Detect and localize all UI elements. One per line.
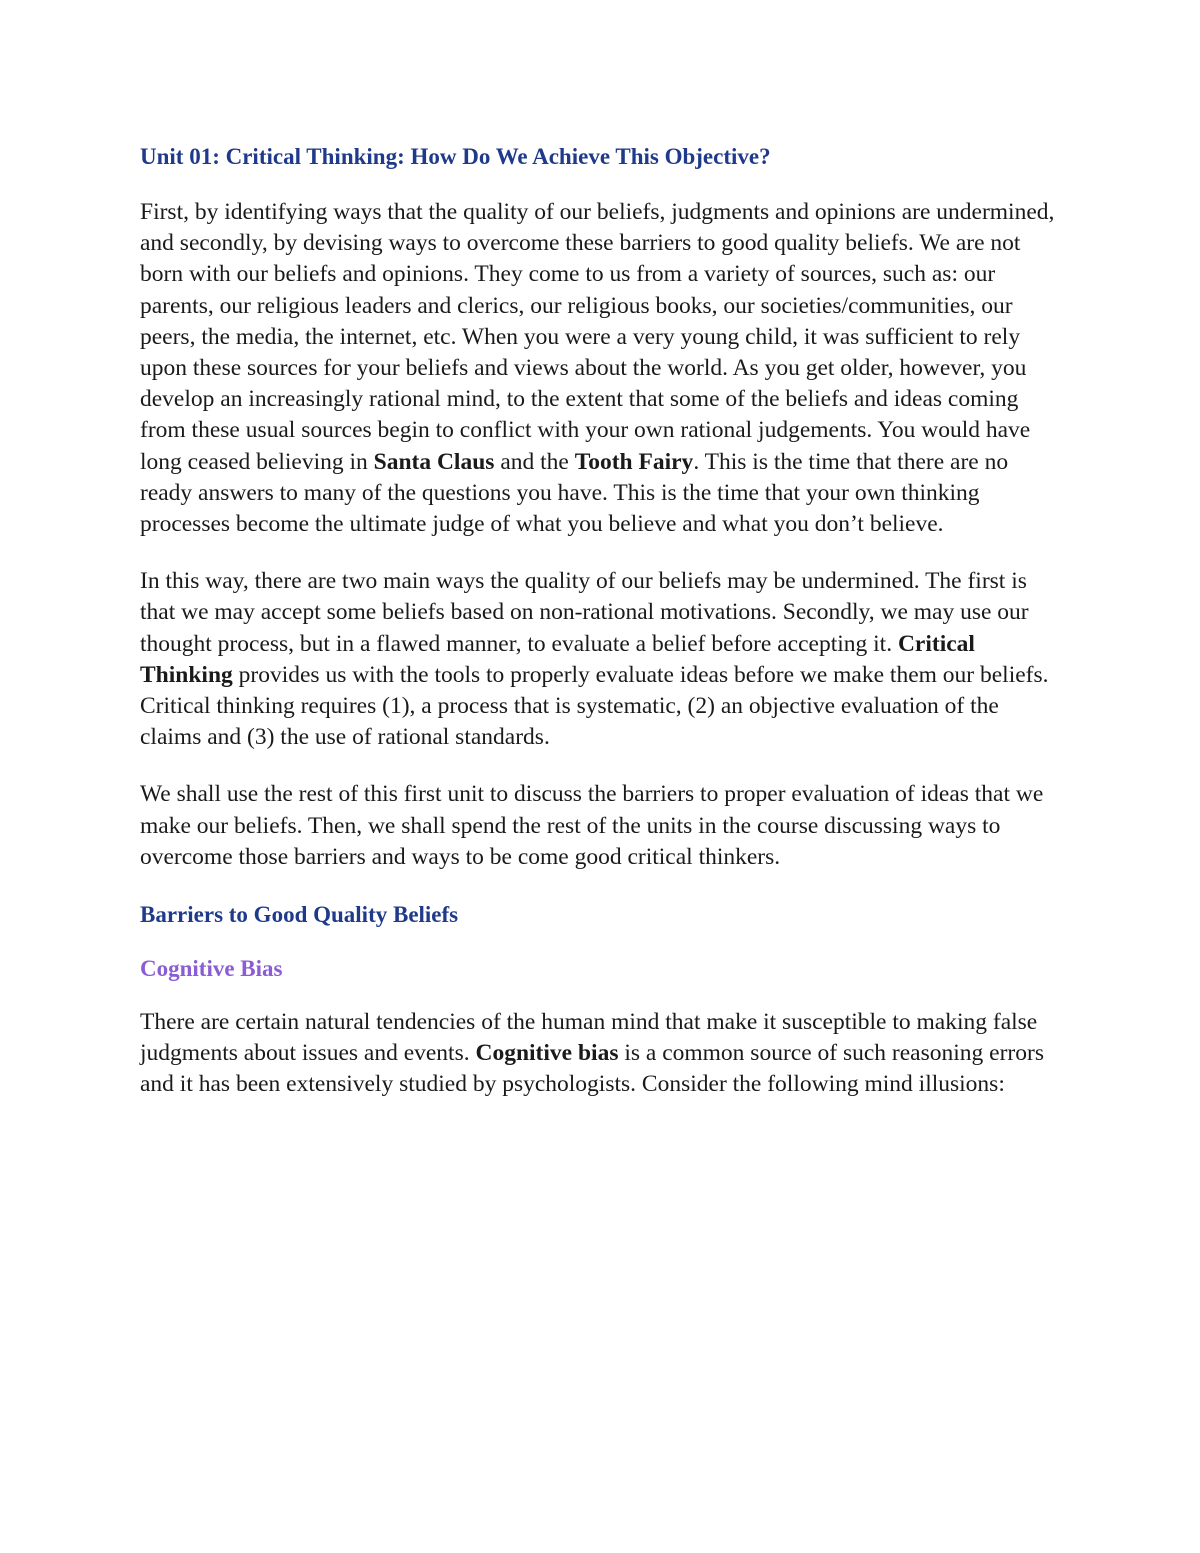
paragraph-ways [140,566,1065,753]
paragraph-intro [140,197,1065,540]
cognitive-bias-bold: Cognitive bias [475,1040,619,1067]
document-body [140,141,1065,1127]
unit-title: Unit 01: Critical Thinking: How Do We Achieve This Objective? [140,144,771,169]
paragraph-ways-text-a: In this way, there are two main ways the quality of our beliefs may be undermined. The first is that we may accept some beliefs based on non-rational motivations. Secondly, we may use our thought process, but in a flawed manner, to evaluate a belief before accepting it. [140,568,1029,657]
subsection-heading-cognitive-bias: Cognitive Bias [140,956,283,982]
critical-thinking-bold: Critical Thinking [140,630,975,688]
paragraph-plan: We shall use the rest of this first unit to discuss the barriers to proper evaluation of ideas that we make our beliefs. Then, we shall spend the rest of the units in the course discussing ways to overcome those barriers and ways to be come good critical thinkers. [140,781,1044,870]
santa-claus-bold: Santa Claus [373,448,495,475]
paragraph-cognitive-text-c: is a common source of such reasoning errors and it has been extensively studied by psychologists. Consider the following mind illusions: [140,1040,1044,1098]
paragraph-intro-text-d: . This is the time that there are no ready answers to many of the questions you have. This is the time that your own thinking processes become the ultimate judge of what you believe and what you don’t believe. [140,448,1009,538]
paragraph-ways-text-c: provides us with the tools to properly evaluate ideas before we make them our beliefs. Critical thinking requires (1), a process that is systematic, (2) an objective evaluation of the claims and (3) the use of rational standards. [140,661,1049,751]
tooth-fairy-bold: Tooth Fairy [574,448,694,475]
paragraph-cognitive-text-a: There are certain natural tendencies of the human mind that make it susceptible to making false judgments about issues and events. [140,1009,1038,1067]
paragraph-cognitive-bias [140,1007,1065,1101]
paragraph-intro-text-a: First, by identifying ways that the quality of our beliefs, judgments and opinions are undermined, and secondly, by devising ways to overcome these barriers to good quality beliefs. We are not born with our beliefs and opinions. They come to us from a variety of sources, such as: our parents, our religious leaders and clerics, our religious books, our societies/communities, our peers, the media, the internet, etc. When you were a very young child, it was sufficient to rely upon these sources for your beliefs and views about the world. As you get older, however, you develop an increasingly rational mind, to the extent that some of the beliefs and ideas coming from these usual sources begin to conflict with your own rational judgements. You would have long ceased believing in [140,199,1055,475]
paragraph-intro-text-c: and the [494,448,575,475]
section-heading-barriers: Barriers to Good Quality Beliefs [140,902,459,928]
